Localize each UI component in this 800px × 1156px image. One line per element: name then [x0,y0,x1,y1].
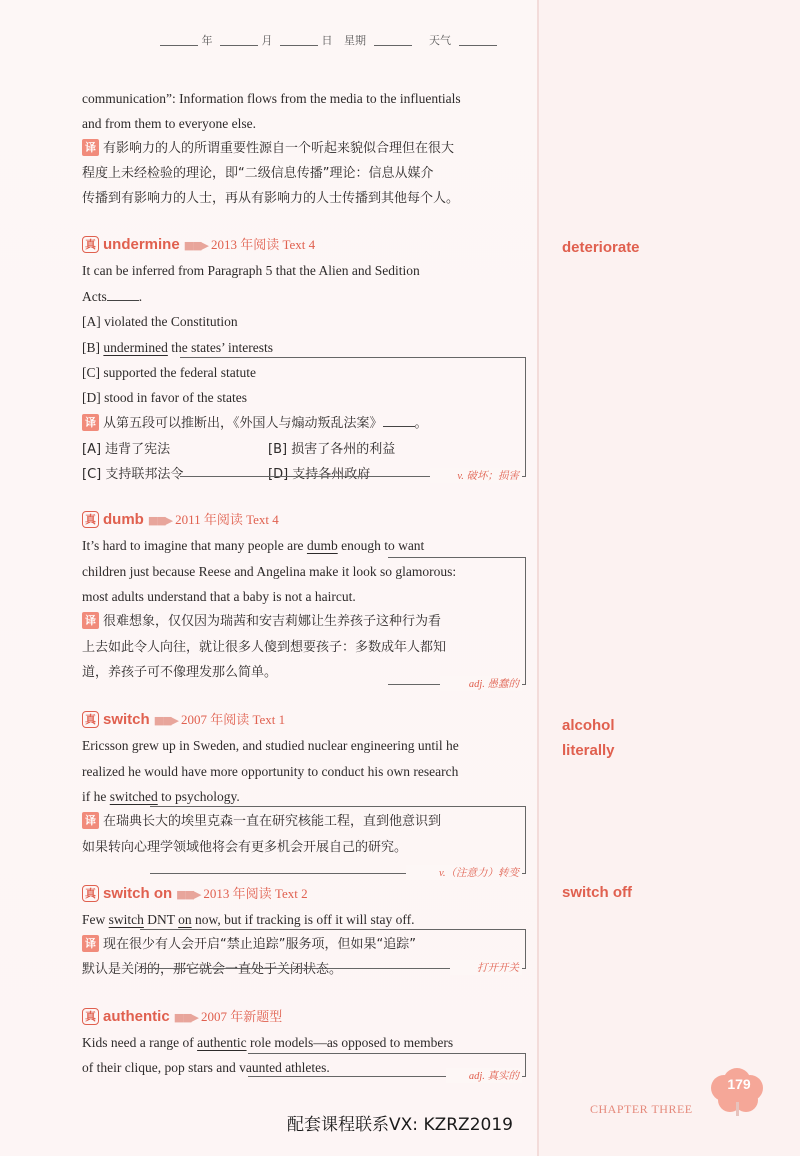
arrow-icon: ■■▶ [176,888,200,901]
dumb-zh-line-2: 上去如此令人向往，就让很多人傻到想要孩子：多数成年人都知 [82,640,447,655]
margin-word-switch-off: switch off [562,884,632,901]
keyword-dumb: dumb [306,538,338,553]
dumb-en-line-2: children just because Reese and Angelina make it look so glamorous: [82,564,457,579]
zhen-badge: 真 [82,236,99,253]
authentic-en-line-1: Kids need a range of authentic role models—as opposed to members [82,1035,454,1050]
translation-tag: 译 [82,935,99,952]
arrow-icon: ■■▶ [153,714,177,727]
page-number: 179 [727,1076,751,1092]
undermine-option-d: [D] stood in favor of the states [82,390,247,405]
gloss-switch: v.（注意力）转变 [406,865,522,880]
date-header [160,32,520,54]
intro-zh-line-3: 传播到有影响力的人士，再从有影响力的人士传播到其他每个人。 [82,191,460,206]
intro-zh-line-1: 译 有影响力的人的所谓重要性源自一个听起来貌似合理但在很大 [82,136,454,161]
keyword-switch: switch [108,912,144,927]
arrow-icon: ■■▶ [173,1011,197,1024]
zhen-badge: 真 [82,1008,99,1025]
translation-tag: 译 [82,414,99,431]
answer-blank [107,289,139,301]
switch-on-zh-line-2: 默认是关闭的，那它就会一直处于关闭状态。 [82,962,343,977]
switch-zh-line-1: 译 在瑞典长大的埃里克森一直在研究核能工程，直到他意识到 [82,809,441,834]
margin-word-alcohol: alcohol [562,717,615,734]
authentic-en-line-2: of their clique, pop stars and vaunted athletes. [82,1060,330,1075]
translation-tag: 译 [82,812,99,829]
entry-authentic-heading [82,1006,282,1026]
page-divider [537,0,539,1156]
arrow-icon: ■■▶ [147,514,172,527]
dumb-en-line-3: most adults understand that a baby is not a haircut. [82,589,356,604]
switch-en-line-2: realized he would have more opportunity to conduct his own research [82,764,459,779]
source-authentic: 2007 年新题型 [200,1009,283,1024]
chapter-label: CHAPTER THREE [590,1102,693,1116]
source-undermine: 2013 年阅读 Text 4 [210,237,316,252]
undermine-zh-option-c: [C] 支持联邦法令 [82,467,184,482]
gloss-undermine: v. 破坏；损害 [430,468,522,483]
day-label: 日 [321,34,333,47]
dumb-zh-line-3: 道，养孩子可不像理发那么简单。 [82,665,278,680]
source-switch-on: 2013 年阅读 Text 2 [203,886,308,901]
headword-undermine: undermine [103,236,180,253]
weather-label: 天气 [429,34,451,47]
arrow-icon: ■■▶ [183,239,207,252]
headword-switch: switch [103,711,150,728]
keyword-undermined: undermined [103,340,168,355]
intro-en-line-2: and from them to everyone else. [82,116,256,131]
dumb-bracket [388,557,526,685]
zhen-badge: 真 [82,511,99,528]
weekday-label: 星期 [344,34,366,47]
undermine-zh-option-a: [A] 违背了宪法 [82,442,171,457]
entry-switch-on-heading [82,883,308,903]
undermine-option-b: [B] undermined the states’ interests [82,340,273,355]
switch-zh-line-2: 如果转向心理学领域他将会有更多机会开展自己的研究。 [82,840,408,855]
entry-switch-heading [82,709,285,729]
switch-en-line-1: Ericsson grew up in Sweden, and studied nuclear engineering until he [82,738,459,753]
entry-undermine-heading [82,234,315,254]
source-dumb: 2011 年阅读 Text 4 [175,512,279,527]
dumb-en-line-1: It’s hard to imagine that many people are dumb enough to want [82,538,425,553]
keyword-authentic: authentic [197,1035,247,1050]
undermine-zh-question: 译 从第五段可以推断出，《外国人与煽动叛乱法案》 。 [82,411,428,436]
source-switch: 2007 年阅读 Text 1 [180,712,286,727]
undermine-question-line-1: It can be inferred from Paragraph 5 that the Alien and Sedition [82,263,420,278]
translation-tag: 译 [82,139,99,156]
translation-tag: 译 [82,612,99,629]
keyword-on: on [178,912,192,927]
switch-bracket [150,806,526,874]
margin-word-deteriorate: deteriorate [562,239,640,256]
headword-switch-on: switch on [103,885,173,902]
undermine-option-c: [C] supported the federal statute [82,365,256,380]
zhen-badge: 真 [82,711,99,728]
intro-zh-line-2: 程度上未经检验的理论，即“二级信息传播”理论：信息从媒介 [82,166,434,181]
month-label: 月 [261,34,273,47]
entry-dumb-heading [82,509,279,529]
headword-authentic: authentic [103,1008,170,1025]
undermine-bracket [180,357,526,477]
undermine-option-a: [A] violated the Constitution [82,314,238,329]
footer-contact: 配套课程联系VX: KZRZ2019 [287,1115,513,1135]
intro-en-line-1: communication”: Information flows from the media to the influentials [82,91,461,106]
zhen-badge: 真 [82,885,99,902]
undermine-zh-option-d: [D] 支持各州政府 [268,467,371,482]
undermine-zh-option-b: [B] 损害了各州的利益 [268,442,396,457]
switch-on-zh-line-1: 译 现在很少有人会开启“禁止追踪”服务项，但如果“追踪” [82,932,416,957]
keyword-switched: switched [109,789,158,804]
undermine-question-line-2: Acts . [82,289,143,304]
year-label: 年 [201,34,213,47]
gloss-authentic: adj. 真实的 [446,1068,522,1083]
gloss-dumb: adj. 愚蠢的 [440,676,522,691]
switch-en-line-3: if he switched to psychology. [82,789,240,804]
headword-dumb: dumb [103,511,144,528]
gloss-switch-on: 打开开关 [450,960,522,975]
switch-on-en-line-1: Few switch DNT on now, but if tracking is off it will stay off. [82,912,415,927]
dumb-zh-line-1: 译 很难想象，仅仅因为瑞茜和安吉莉娜让生养孩子这种行为看 [82,609,441,634]
margin-word-literally: literally [562,742,615,759]
